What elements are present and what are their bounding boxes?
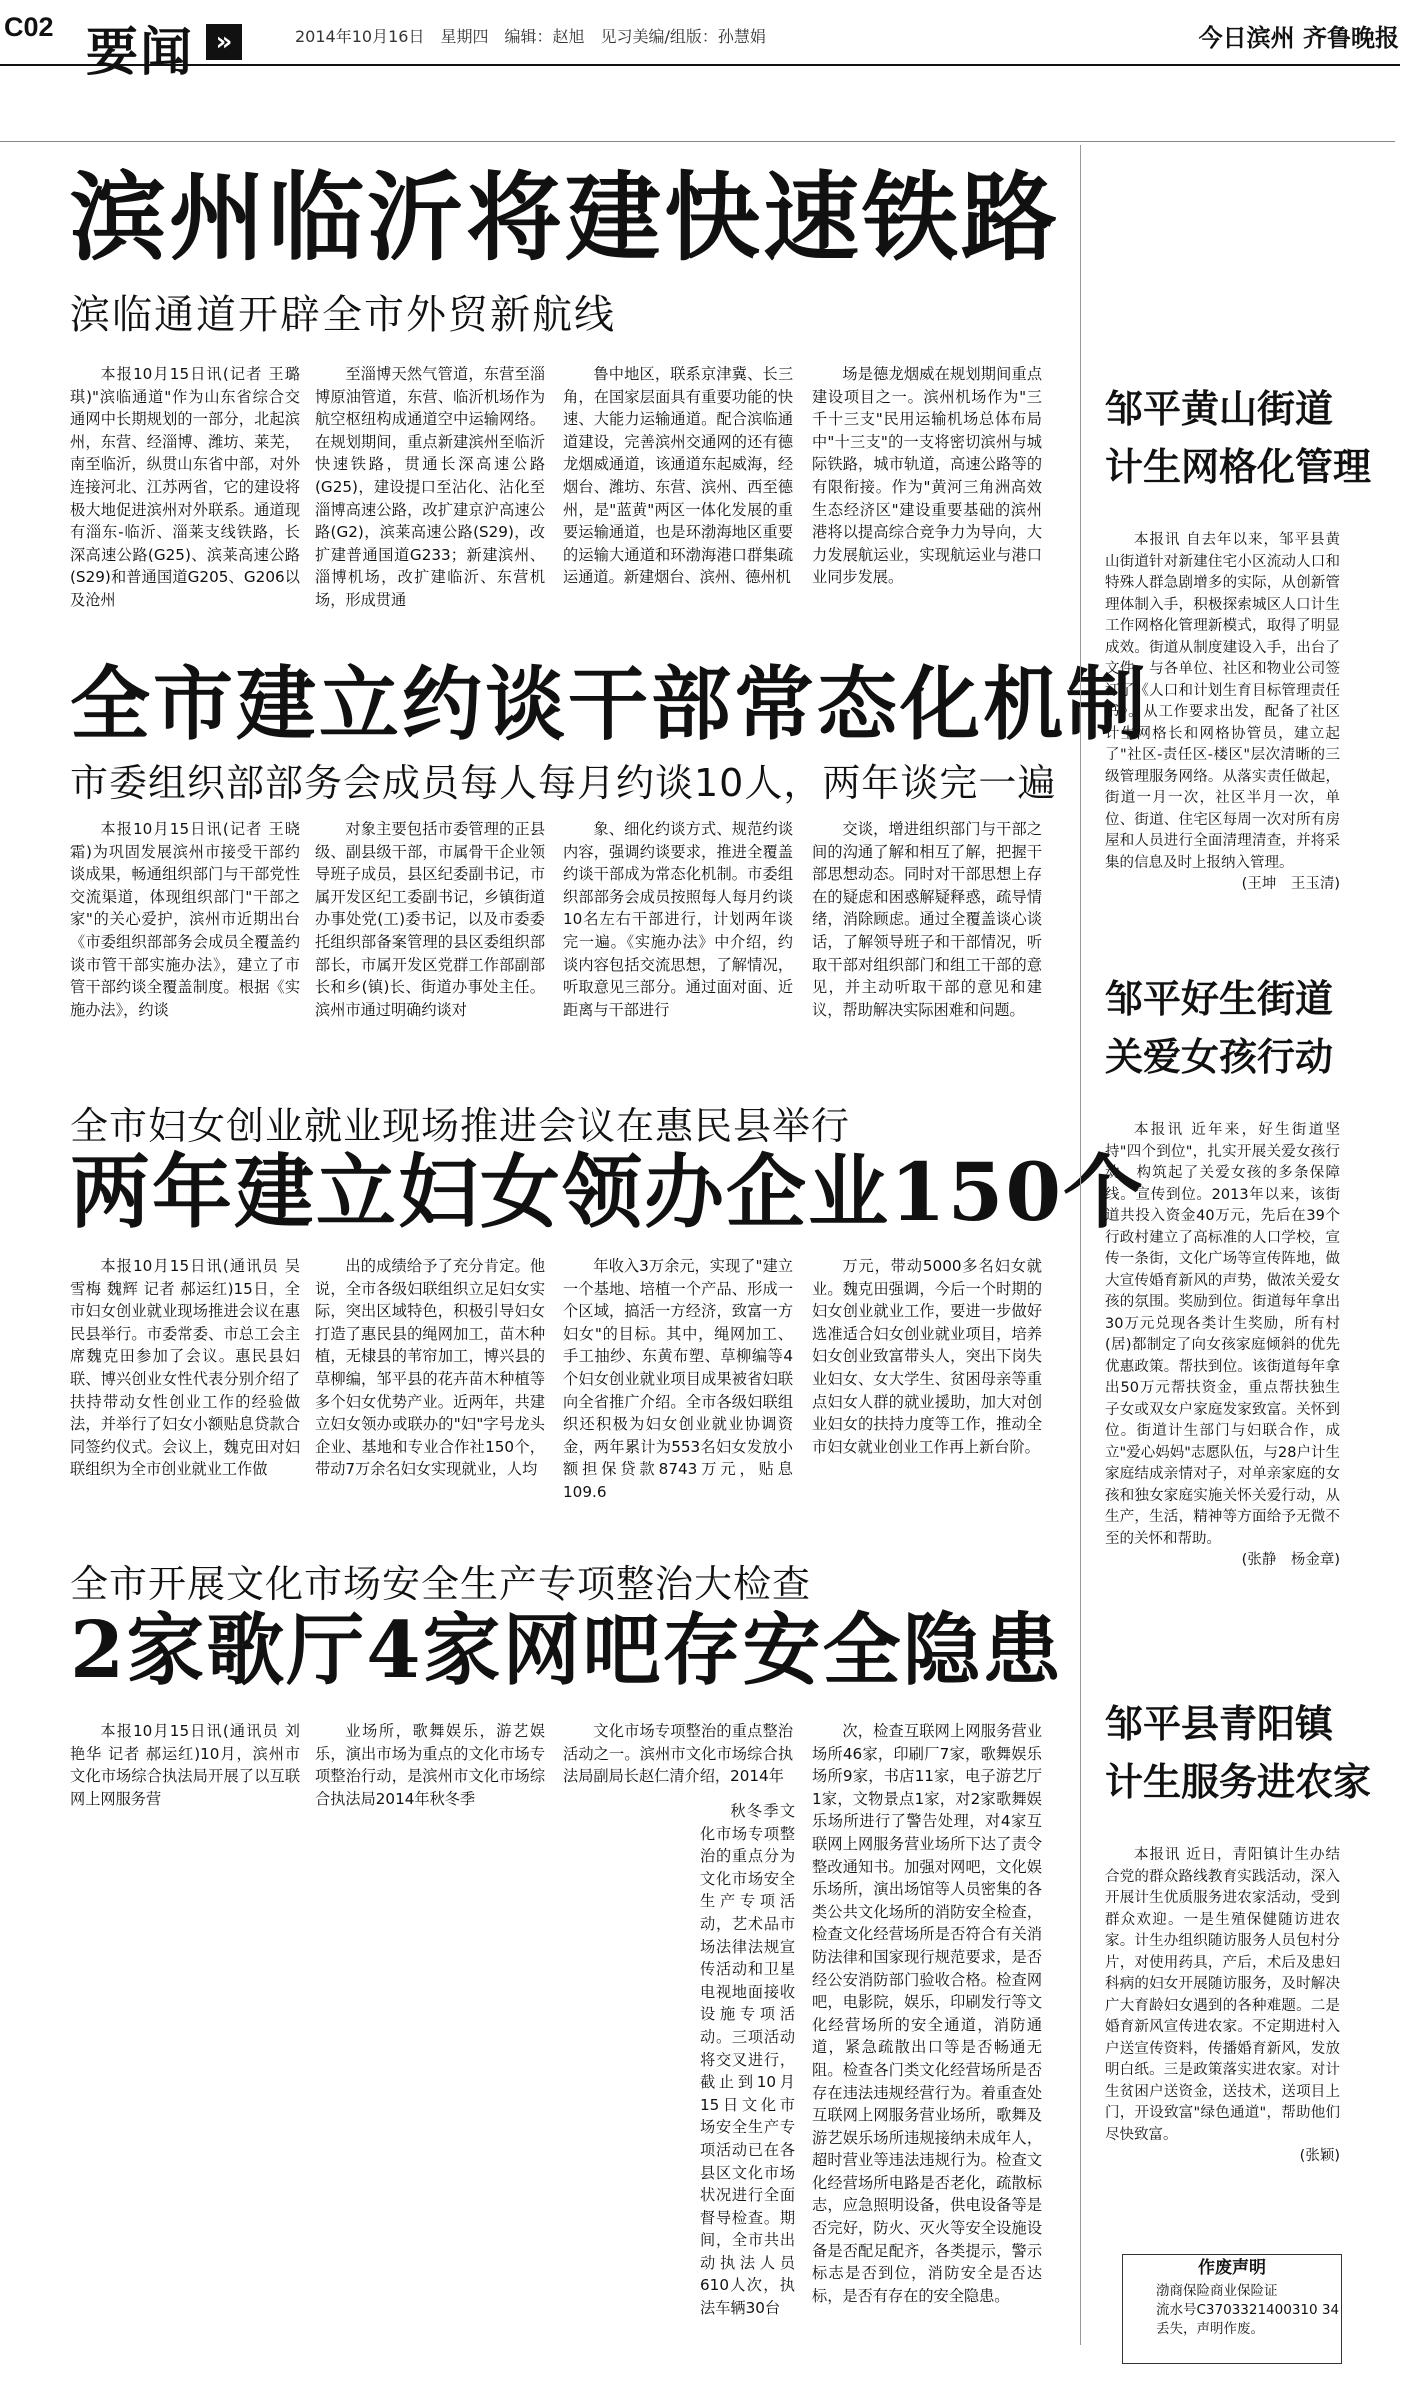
void-notice-line1: 渤商保险商业保险证 <box>1156 2283 1278 2299</box>
section-title: 要闻 <box>86 22 195 83</box>
double-chevron-icon: » <box>206 24 242 60</box>
article4-col4 <box>812 1720 1042 2350</box>
article1-headline: 滨州临沂将建快速铁路 <box>70 161 1060 274</box>
side1-title <box>1105 385 1371 490</box>
article3-headline: 两年建立妇女领办企业150个 <box>70 1145 1145 1239</box>
article1-text: 场是德龙烟威在规划期间重点建设项目之一。滨州机场作为"三千十三支"民用运输机场总体布局中"十三支"的一支将密切滨州与城际铁路，城市轨道，高速公路等的有限衔接。作为"黄河三角洲高效生态经济区"建设重要基础的滨州港将以提高综合竞争力为导向，大力发展航运业，实现航运业与港口业同步发展。 <box>812 365 1042 587</box>
article2-subheadline: 市委组织部部务会成员每人每月约谈10人，两年谈完一遍 <box>70 761 1057 805</box>
side3-byline: (张颖) <box>1299 2148 1340 2164</box>
article2-col2 <box>315 818 545 1063</box>
article1-text: 鲁中地区，联系京津冀、长三角，在国家层面具有重要功能的快速、大能力运输通道。配合滨临通道建设，完善滨州交通网的还有德龙烟威通道，该通道东起威海，经烟台、潍坊、东营、滨州、西至德州，是"蓝黄"两区一体化发展的重要运输通道，也是环渤海地区重要的运输大通道和环渤海港口群集疏运通道。新建烟台、滨州、德州机 <box>563 365 793 587</box>
article1-subheadline: 滨临通道开辟全市外贸新航线 <box>70 292 616 338</box>
header-rule-lower <box>0 141 1395 142</box>
article2-col3 <box>563 818 793 1063</box>
side1-text: 本报讯 自去年以来，邹平县黄山街道针对新建住宅小区流动人口和特殊人群急剧增多的实际，从创新管理体制入手，积极探索城区人口计生工作网格化管理新模式，取得了明显成效。街道从制度建设入手，出台了文件，与各单位、社区和物业公司签订了《人口和计划生育目标管理责任书》。从工作要求出发，配备了社区计生网格长和网格协管员，建立起了"社区-责任区-楼区"层次清晰的三级管理服务网络。从落实责任做起，街道一月一次，社区半月一次，单位、街道、住宅区每周一次对所有房屋和人员进行全面清理清查，并将采集的信息及时上报纳入管理。 <box>1105 532 1340 871</box>
article4-col3b <box>700 1800 795 2350</box>
article4-col2 <box>315 1720 545 1808</box>
void-notice-line3: 丢失，声明作废。 <box>1156 2321 1264 2337</box>
article4-col1 <box>70 1720 300 1808</box>
side3-title-line1: 邹平县青阳镇 <box>1105 1701 1334 1746</box>
void-notice-line2: 流水号C3703321400310 34 <box>1156 2302 1340 2318</box>
side2-title-line2: 关爱女孩行动 <box>1105 1033 1334 1079</box>
page-number: C02 <box>4 12 54 42</box>
article2-headline: 全市建立约谈干部常态化机制 <box>70 657 1149 751</box>
side3-text: 本报讯 近日，青阳镇计生办结合党的群众路线教育实践活动，深入开展计生优质服务进农家活动，受到群众欢迎。一是生殖保健随访进农家。计生办组织随访服务人员包村分片，对使用药具，产后，术后及患妇科病的妇女开展随访服务，及时解决广大育龄妇女遇到的各种难题。二是婚育新风宣传进农家。不定期进村入户送宣传资料，传播婚育新风，发放明白纸。三是政策落实进农家。对计生贫困户送资金，送技术，送项目上门，开设致富"绿色通道"，帮助他们尽快致富。 <box>1105 1847 1340 2143</box>
newspaper-brand: 今日滨州 齐鲁晚报 <box>1198 23 1399 52</box>
article3-col2 <box>315 1255 545 1520</box>
article3-text: 出的成绩给予了充分肯定。他说，全市各级妇联组织立足妇女实际，突出区域特色，积极引导妇女打造了惠民县的绳网加工，苗木种植，无棣县的苇帘加工，博兴县的草柳编，邹平县的花卉苗木种植等多个妇女优势产业。近两年，共建立妇女领办或联办的"妇"字号龙头企业、基地和专业合作社150个，带动7万余名妇女实现就业，人均 <box>315 1257 545 1479</box>
side2-body <box>1105 1120 1340 1625</box>
article3-kicker: 全市妇女创业就业现场推进会议在惠民县举行 <box>70 1104 851 1148</box>
article4-kicker: 全市开展文化市场安全生产专项整治大检查 <box>70 1562 812 1606</box>
article2-col1 <box>70 818 300 1063</box>
article4-col3a <box>563 1720 793 1790</box>
article2-text: 对象主要包括市委管理的正县级、副县级干部，市属骨干企业领导班子成员，县区纪委副书记，市属开发区纪工委副书记，乡镇街道办事处党(工)委书记，以及市委委托组织部备案管理的县区委组织部部长，市属开发区党群工作部副部长和乡(镇)长、街道办事处主任。滨州市通过明确约谈对 <box>315 820 545 1019</box>
article3-text: 本报10月15日讯(通讯员 吴雪梅 魏辉 记者 郝运红)15日，全市妇女创业就业现场推进会议在惠民县举行。市委常委、市总工会主席魏克田参加了会议。惠民县妇联、博兴创业女性代表分别介绍了扶持带动女性创业工作的经验做法，并举行了妇女小额贴息贷款合同签约仪式。会议上，魏克田对妇联组织为全市创业就业工作做 <box>70 1257 300 1479</box>
article1-col4 <box>812 363 1042 613</box>
side1-byline: (王坤 王玉清) <box>1241 876 1340 892</box>
side2-title <box>1105 975 1333 1080</box>
article4-text: 秋冬季文化市场专项整治的重点分为文化市场安全生产专项活动，艺术品市场法律法规宣传活动和卫星电视地面接收设施专项活动。三项活动将交叉进行，截止到10月15日文化市场安全生产专项活动已在各县区文化市场状况进行全面督导检查。期间，全市共出动执法人员610人次，执法车辆30台 <box>700 1802 795 2318</box>
article2-text: 交谈，增进组织部门与干部之间的沟通了解和相互了解，把握干部思想动态。同时对干部思想上存在的疑虑和困惑解疑释惑，疏导情绪，消除顾虑。通过全覆盖谈心谈话，了解领导班子和干部情况，听取干部对组织部门和组工干部的意见，并主动听取干部的意见和建议，帮助解决实际困难和问题。 <box>812 820 1042 1019</box>
side1-title-line1: 邹平黄山街道 <box>1105 386 1334 431</box>
article1-text: 本报10月15日讯(记者 王璐琪)"滨临通道"作为山东省综合交通网中长期规划的一部分，北起滨州，东营、经淄博、潍坊、莱芜，南至临沂，纵贯山东省中部，对外连接河北、江苏两省，它的建设将极大地促进滨州对外联系。通道现有淄东-临沂、淄莱支线铁路，长深高速公路(G25)、滨莱高速公路(S29)和普通国道G205、G206以及沧州 <box>70 365 300 609</box>
side1-body <box>1105 530 1340 950</box>
side3-body <box>1105 1845 1340 2240</box>
void-notice <box>1122 2254 1342 2364</box>
article1-col3 <box>563 363 793 613</box>
article4-text: 文化市场专项整治的重点整治活动之一。滨州市文化市场综合执法局副局长赵仁清介绍，2014年 <box>563 1722 793 1786</box>
article2-col4 <box>812 818 1042 1063</box>
header-rule <box>0 64 1400 66</box>
article1-text: 至淄博天然气管道，东营至淄博原油管道，东营、临沂机场作为航空枢纽构成通道空中运输网络。在规划期间，重点新建滨州至临沂快速铁路，贯通长深高速公路(G25)，建设提口至沾化、沾化至淄博高速公路，改扩建京沪高速公路(G2)，滨莱高速公路(S29)，改扩建普通国道G233；新建滨州、淄博机场，改扩建临沂、东营机场，形成贯通 <box>315 365 545 609</box>
side3-title <box>1105 1700 1371 1805</box>
side1-title-line2: 计生网格化管理 <box>1105 443 1372 489</box>
side2-text: 本报讯 近年来，好生街道坚持"四个到位"，扎实开展关爱女孩行动，构筑起了关爱女孩的多条保障线。宣传到位。2013年以来，该街道共投入资金40万元，先后在39个行政村建立了高标准的人口学校，宣传一条街，文化广场等宣传阵地，做大宣传婚育新风的声势，做浓关爱女孩的氛围。奖励到位。街道每年拿出30万元兑现各类计生奖励，所有村(居)都制定了向女孩家庭倾斜的优先优惠政策。帮扶到位。该街道每年拿出50万元帮扶资金，重点帮扶独生子女或双女户家庭发家致富。关怀到位。街道计生部门与妇联合作，成立"爱心妈妈"志愿队伍，与28户计生家庭结成亲情对子，对单亲家庭的女孩和独女家庭实施关怀关爱行动，从生产，生活，精神等方面给予无微不至的关怀和帮助。 <box>1105 1122 1340 1547</box>
article1-col1 <box>70 363 300 609</box>
article3-text: 万元，带动5000多名妇女就业。魏克田强调，今后一个时期的妇女创业就业工作，要进一步做好选准适合妇女创业就业项目，培养妇女创业致富带头人，突出下岗失业妇女、女大学生、贫困母亲等重点妇女人群的就业援助，加大对创业妇女的扶持力度等工作，推动全市妇女就业创业工作再上新台阶。 <box>812 1257 1042 1456</box>
article4-text: 次，检查互联网上网服务营业场所46家，印刷厂7家，歌舞娱乐场所9家，书店11家，电子游艺厅1家，文物景点1家，对2家歌舞娱乐场所进行了警告处理，对4家互联网上网服务营业场所下达了责令整改通知书。加强对网吧，文化娱乐场所，演出场馆等人员密集的各类公共文化场所的消防安全检查，检查文化经营场所是否符合有关消防法律和国家现行规范要求，是否经公安消防部门验收合格。检查网吧，电影院，娱乐，印刷发行等文化经营场所的安全通道，消防通道，紧急疏散出口等是否畅通无阻。检查各门类文化经营场所是否存在违法违规经营行为。着重查处互联网上网服务营业场所，歌舞及游艺娱乐场所违规接纳未成年人，超时营业等违法违规行为。检查文化经营场所电路是否老化，疏散标志，应急照明设备，供电设备等是否完好，防火、灭火等安全设施设备是否配足配齐，各类提示，警示标志是否到位，消防安全是否达标，是否有存在的安全隐患。 <box>812 1722 1042 2305</box>
page-header <box>0 0 1409 110</box>
article3-col1 <box>70 1255 300 1520</box>
article4-text: 业场所，歌舞娱乐，游艺娱乐，演出市场为重点的文化市场专项整治行动，是滨州市文化市场综合执法局2014年秋冬季 <box>315 1722 545 1808</box>
article3-col4 <box>812 1255 1042 1520</box>
issue-meta: 2014年10月16日 星期四 编辑：赵旭 见习美编/组版：孙慧娟 <box>295 27 766 46</box>
side2-byline: (张静 杨金章) <box>1241 1552 1340 1568</box>
side2-title-line1: 邹平好生街道 <box>1105 976 1334 1021</box>
column-divider <box>1080 145 1081 2345</box>
article3-text: 年收入3万余元，实现了"建立一个基地、培植一个产品、形成一个区域，搞活一方经济，致富一方妇女"的目标。其中，绳网加工、手工抽纱、东黄布塑、草柳编等4个妇女创业就业项目成果被省妇联向全省推广介绍。全市各级妇联组织还积极为妇女创业就业协调资金，两年累计为553名妇女发放小额担保贷款8743万元，贴息109.6 <box>563 1257 793 1501</box>
article2-text: 本报10月15日讯(记者 王晓霜)为巩固发展滨州市接受干部约谈成果，畅通组织部门与干部党性交流渠道，体现组织部门"干部之家"的关心爱护，滨州市近期出台《市委组织部部务会成员全覆盖约谈市管干部实施办法》，建立了市管干部约谈全覆盖制度。根据《实施办法》，约谈 <box>70 820 300 1019</box>
article1-col2 <box>315 363 545 613</box>
void-notice-title: 作废声明 <box>1198 2258 1266 2278</box>
article4-text: 本报10月15日讯(通讯员 刘艳华 记者 郝运红)10月，滨州市文化市场综合执法局开展了以互联网上网服务营 <box>70 1722 300 1808</box>
side3-title-line2: 计生服务进农家 <box>1105 1758 1372 1804</box>
article2-text: 象、细化约谈方式、规范约谈内容，强调约谈要求，推进全覆盖约谈干部成为常态化机制。市委组织部部务会成员按照每人每月约谈10名左右干部进行，计划两年谈完一遍。《实施办法》中介绍，约谈内容包括交流思想，了解情况，听取意见三部分。通过面对面、近距离与干部进行 <box>563 820 793 1019</box>
article4-headline: 2家歌厅4家网吧存安全隐患 <box>70 1605 1063 1696</box>
article3-col3 <box>563 1255 793 1520</box>
